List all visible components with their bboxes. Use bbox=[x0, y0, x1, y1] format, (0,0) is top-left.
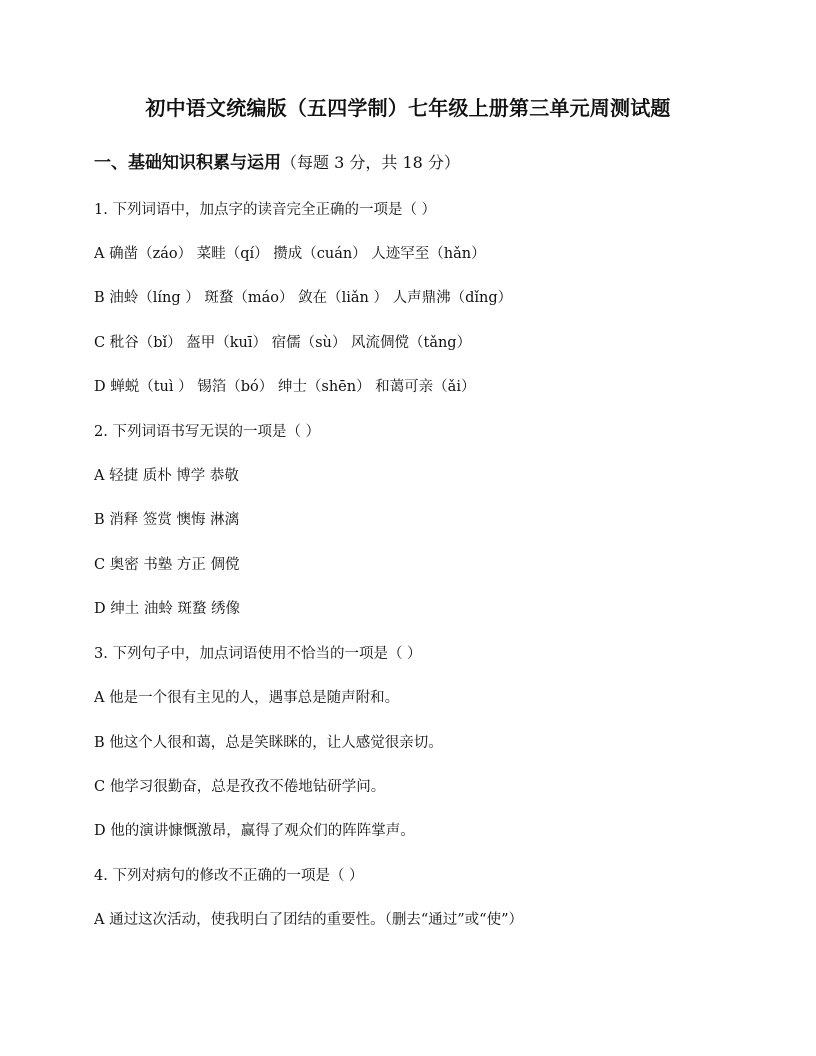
question-3-option-c: C 他学习很勤奋，总是孜孜不倦地钻研学问。 bbox=[94, 779, 386, 795]
section-score-note: （每题 3 分，共 18 分） bbox=[281, 153, 460, 172]
question-2-option-d: D 绅土 油蛉 斑蝥 绣像 bbox=[94, 601, 241, 617]
question-2-stem: 2. 下列词语书写无误的一项是（ ） bbox=[94, 424, 321, 440]
page-title: 初中语文统编版（五四学制）七年级上册第三单元周测试题 bbox=[145, 96, 671, 120]
question-2-option-c: C 奥密 书塾 方正 倜傥 bbox=[94, 557, 240, 573]
question-3-stem: 3. 下列句子中，加点词语使用不恰当的一项是（ ） bbox=[94, 646, 422, 662]
question-2-option-a: A 轻捷 质朴 博学 恭敬 bbox=[94, 468, 239, 484]
question-3-option-a: A 他是一个很有主见的人，遇事总是随声附和。 bbox=[94, 690, 400, 706]
question-3-option-b: B 他这个人很和蔼，总是笑眯眯的，让人感觉很亲切。 bbox=[94, 735, 443, 751]
question-4-stem: 4. 下列对病句的修改不正确的一项是（ ） bbox=[94, 868, 364, 884]
question-2-option-b: B 消释 签赏 懊悔 淋漓 bbox=[94, 512, 240, 528]
question-1-option-d: D 蝉蜕（tuì ） 锡箔（bó） 绅士（shēn） 和蔼可亲（ǎi） bbox=[94, 379, 476, 395]
question-1-option-c: C 秕谷（bǐ） 盔甲（kuī） 宿儒（sù） 风流倜傥（tǎng） bbox=[94, 335, 472, 351]
question-1-stem: 1. 下列词语中，加点字的读音完全正确的一项是（ ） bbox=[94, 202, 437, 218]
question-1-option-a: A 确凿（záo） 菜畦（qí） 攒成（cuán） 人迹罕至（hǎn） bbox=[94, 246, 486, 262]
question-3-option-d: D 他的演讲慷慨激昂，赢得了观众们的阵阵掌声。 bbox=[94, 823, 415, 839]
section-heading-text: 一、基础知识积累与运用 bbox=[94, 153, 281, 173]
question-4-option-a: A 通过这次活动，使我明白了团结的重要性。（删去“通过”或“使”） bbox=[94, 912, 523, 928]
section-heading bbox=[94, 148, 460, 173]
question-1-option-b: B 油蛉（líng ） 斑蝥（máo） 敛在（liǎn ） 人声鼎沸（dǐng） bbox=[94, 290, 513, 306]
